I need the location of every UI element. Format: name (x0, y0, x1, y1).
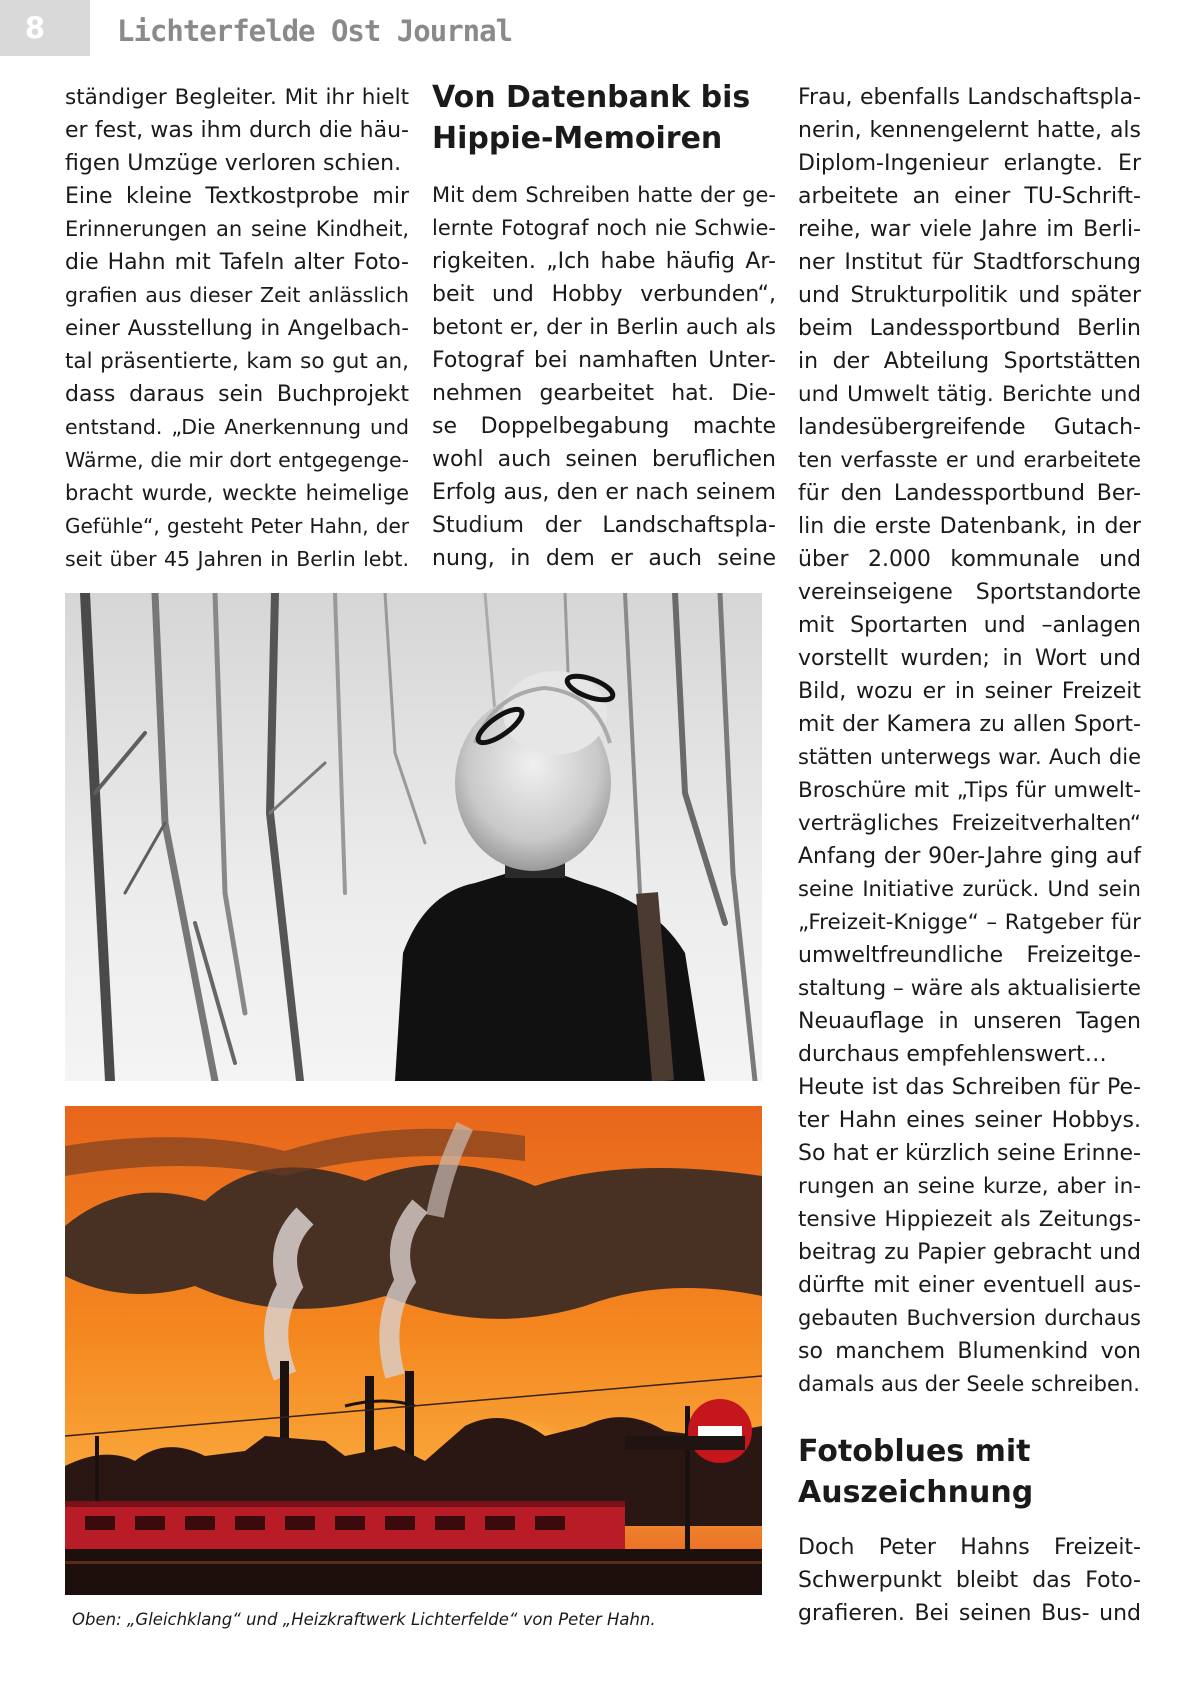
text-line: Broschüre mit „Tips für umwelt- (798, 778, 1141, 803)
text-line: entstand. „Die Anerkennung und (65, 415, 409, 439)
text-line: für den Landessportbund Ber- (798, 481, 1141, 506)
text-line: Erinnerungen an seine Kindheit, (65, 217, 409, 241)
photo-gleichklang (65, 593, 762, 1081)
text-line: Doch Peter Hahns Freizeit- (798, 1535, 1141, 1560)
text-line: arbeitete an einer TU-Schrift- (798, 184, 1141, 209)
text-line: verträgliches Freizeitverhalten“ (798, 811, 1141, 836)
text-line: vereinseigene Sportstandorte (798, 580, 1141, 605)
text-line: gebauten Buchversion durchaus (798, 1306, 1141, 1330)
text-line: so manchem Blumenkind von (798, 1339, 1141, 1364)
text-line: bracht wurde, weckte heimelige (65, 481, 409, 505)
text-line: ständiger Begleiter. Mit ihr hielt (65, 85, 409, 110)
text-line: Gefühle“, gesteht Peter Hahn, der (65, 514, 409, 538)
text-line: lin die erste Datenbank, in der (798, 514, 1141, 539)
text-line: se Doppelbegabung machte (432, 414, 776, 439)
heading-line: Hippie-Memoiren (432, 121, 723, 156)
text-line: durchaus empfehlenswert… (798, 1042, 1107, 1067)
text-line: wohl auch seinen beruflichen (432, 447, 776, 472)
text-line: ter Hahn eines seiner Hobbys. (798, 1108, 1141, 1133)
text-line: „Freizeit-Knigge“ – Ratgeber für (798, 910, 1141, 935)
text-line: dass daraus sein Buchprojekt (65, 382, 409, 407)
text-line: damals aus der Seele schreiben. (798, 1372, 1140, 1396)
section-heading-fotoblues (798, 1431, 1141, 1513)
text-line: staltung – wäre als aktualisierte (798, 976, 1141, 1001)
heading-line: Fotoblues mit (798, 1434, 1031, 1469)
column-2 (432, 179, 776, 575)
section-heading-datenbank (432, 77, 782, 159)
text-line: grafieren. Bei seinen Bus- und (798, 1601, 1141, 1626)
text-line: beim Landessportbund Berlin (798, 316, 1141, 341)
text-line: nehmen gearbeitet hat. Die- (432, 381, 776, 406)
text-line: So hat er kürzlich seine Erinne- (798, 1141, 1141, 1166)
text-line: Bild, wozu er in seiner Freizeit (798, 679, 1141, 704)
column-1 (65, 81, 409, 576)
text-line: Eine kleine Textkostprobe mir (65, 184, 409, 209)
text-line: Neuauflage in unseren Tagen (798, 1009, 1141, 1034)
text-line: grafien aus dieser Zeit anlässlich (65, 283, 409, 307)
text-line: rungen an seine kurze, aber in- (798, 1174, 1141, 1199)
text-line: einer Ausstellung in Angelbach- (65, 316, 409, 341)
text-line: mit Sportarten und –anlagen (798, 613, 1141, 638)
text-line: er fest, was ihm durch die häu- (65, 118, 409, 143)
column-3-continued (798, 1531, 1141, 1630)
text-line: ner Institut für Stadtforschung (798, 250, 1141, 275)
text-line: Anfang der 90er-Jahre ging auf (798, 844, 1141, 869)
text-line: die Hahn mit Tafeln alter Foto- (65, 250, 409, 275)
text-line: Studium der Landschaftspla- (432, 513, 776, 538)
text-line: in der Abteilung Sportstätten (798, 349, 1141, 374)
text-line: und Strukturpolitik und später (798, 283, 1141, 308)
text-line: nerin, kennengelernt hatte, als (798, 118, 1141, 143)
text-line: reihe, war viele Jahre im Berli- (798, 217, 1141, 242)
text-line: tal präsentierte, kam so gut an, (65, 349, 409, 374)
text-line: betont er, der in Berlin auch als (432, 315, 776, 340)
text-line: Schwerpunkt bleibt das Foto- (798, 1568, 1141, 1593)
page-number: 8 (24, 11, 46, 45)
text-line: über 2.000 kommunale und (798, 547, 1141, 572)
text-line: Diplom-Ingenieur erlangte. Er (798, 151, 1141, 176)
text-line: stätten unterwegs war. Auch die (798, 745, 1141, 769)
text-line: Heute ist das Schreiben für Pe- (798, 1075, 1141, 1100)
text-line: nung, in dem er auch seine (432, 546, 776, 571)
photo-caption: Oben: „Gleichklang“ und „Heizkraftwerk Lichterfelde“ von Peter Hahn. (72, 1610, 656, 1629)
text-line: vorstellt wurden; in Wort und (798, 646, 1141, 671)
heading-line: Auszeichnung (798, 1475, 1034, 1510)
text-line: ten verfasste er und erarbeitete (798, 448, 1141, 472)
text-line: umweltfreundliche Freizeitge- (798, 943, 1141, 968)
text-line: seit über 45 Jahren in Berlin lebt. (65, 547, 409, 571)
text-line: rigkeiten. „Ich habe häufig Ar- (432, 249, 776, 274)
text-line: Fotograf bei namhaften Unter- (432, 348, 776, 373)
text-line: beitrag zu Papier gebracht und (798, 1240, 1141, 1265)
text-line: landesübergreifende Gutach- (798, 415, 1141, 440)
text-line: Frau, ebenfalls Landschaftspla- (798, 85, 1141, 110)
text-line: Erfolg aus, den er nach seinem (432, 480, 776, 505)
text-line: und Umwelt tätig. Berichte und (798, 382, 1141, 407)
heading-line: Von Datenbank bis (432, 80, 751, 115)
text-line: mit der Kamera zu allen Sport- (798, 712, 1141, 737)
text-line: dürfte mit einer eventuell aus- (798, 1273, 1141, 1298)
text-line: figen Umzüge verloren schien. (65, 151, 402, 176)
photo-heizkraftwerk (65, 1106, 762, 1595)
text-line: seine Initiative zurück. Und sein (798, 877, 1141, 901)
page-number-box (0, 0, 90, 56)
text-line: Mit dem Schreiben hatte der ge- (432, 183, 776, 207)
column-3 (798, 81, 1141, 1401)
text-line: beit und Hobby verbunden“, (432, 282, 776, 307)
text-line: Wärme, die mir dort entgegenge- (65, 448, 409, 472)
text-line: tensive Hippiezeit als Zeitungs- (798, 1207, 1141, 1232)
journal-title: Lichterfelde Ost Journal (117, 14, 513, 48)
text-line: lernte Fotograf noch nie Schwie- (432, 216, 776, 240)
